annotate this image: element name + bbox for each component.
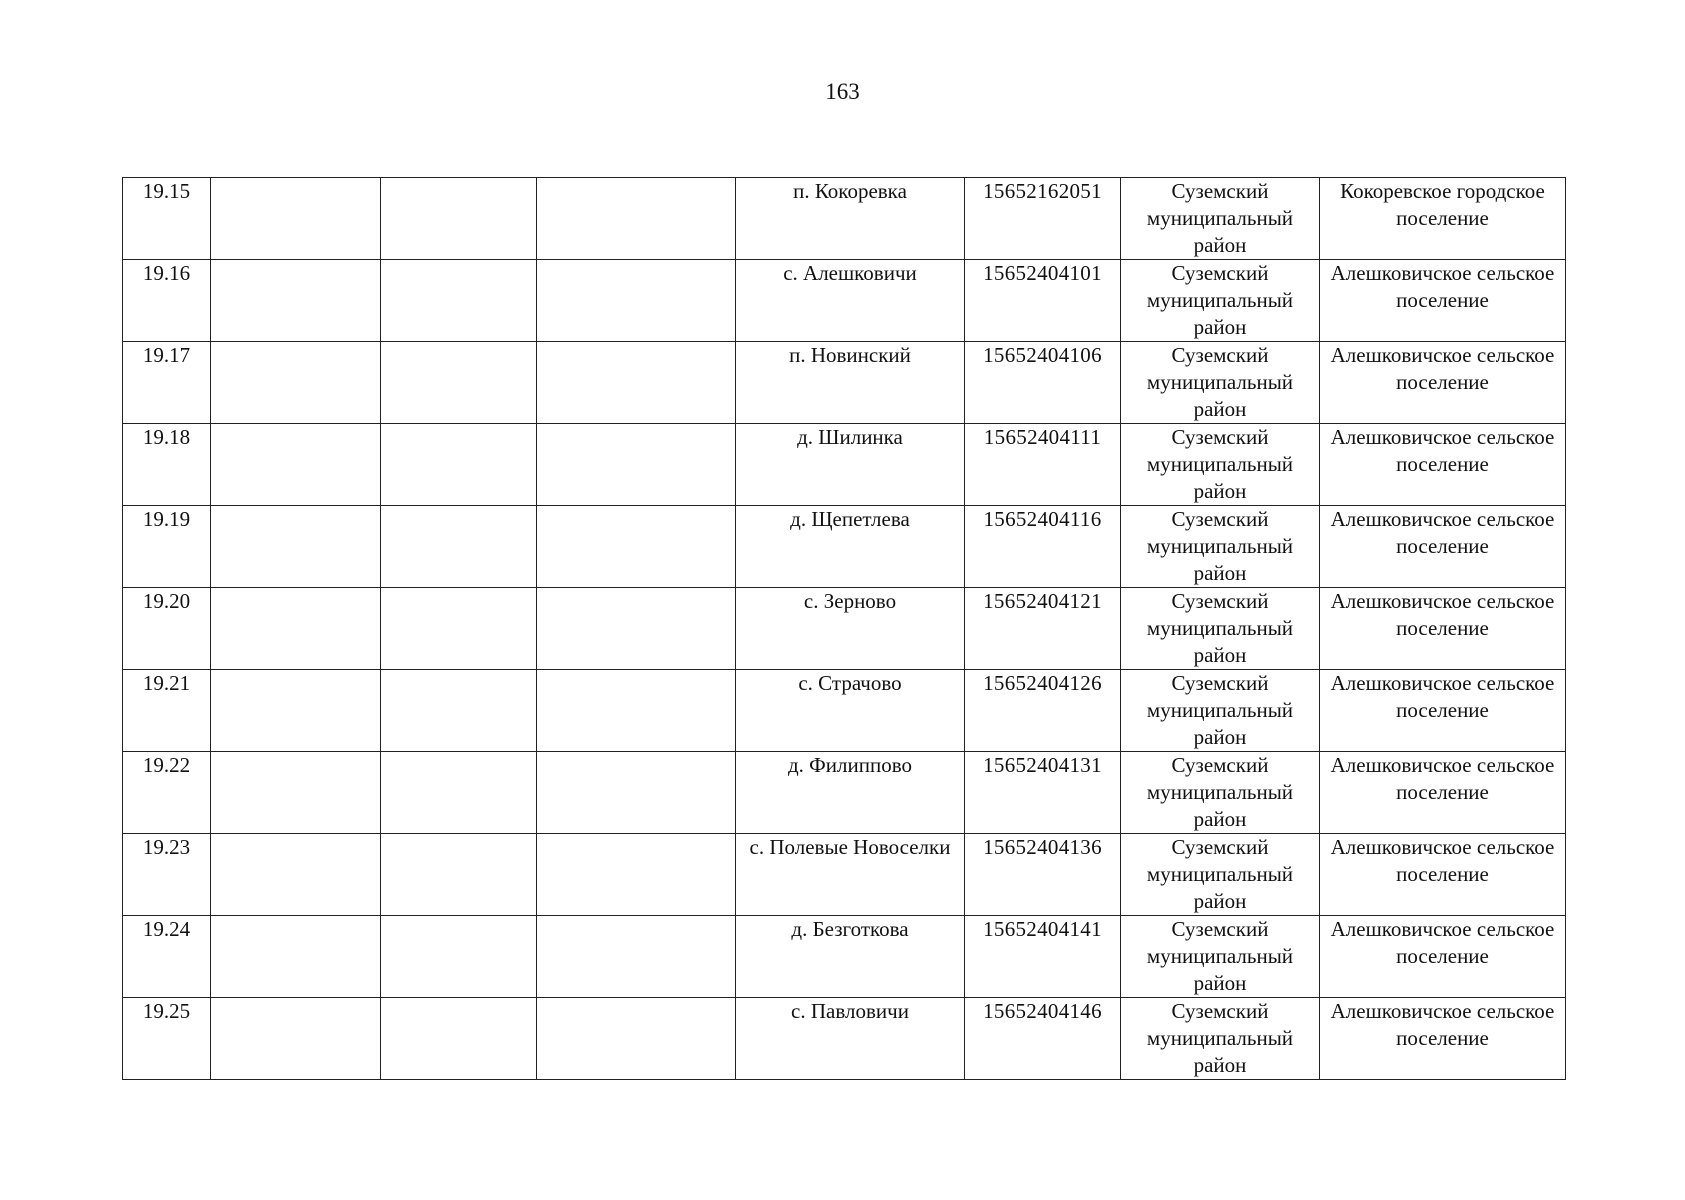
locality-name-text: с. Павловичи: [791, 999, 909, 1023]
settlement-cell: [1320, 916, 1566, 998]
empty-cell: [211, 342, 381, 424]
row-number-text: 19.15: [142, 179, 191, 203]
empty-cell: [381, 670, 537, 752]
oktmo-code-text: 15652404106: [983, 343, 1102, 367]
oktmo-code-cell: [965, 588, 1121, 670]
table-row: [123, 834, 1566, 916]
district-cell: [1121, 916, 1320, 998]
row-number-cell: [123, 342, 211, 424]
settlement-text: Алешковичское сельское поселение: [1330, 671, 1555, 722]
district-cell: [1121, 670, 1320, 752]
locality-name-cell: [736, 588, 965, 670]
row-number-cell: [123, 178, 211, 260]
empty-cell: [381, 834, 537, 916]
row-number-cell: [123, 834, 211, 916]
locality-name-cell: [736, 670, 965, 752]
district-text: Суземский муниципальный район: [1146, 343, 1294, 421]
locality-name-text: д. Филиппово: [788, 753, 912, 777]
district-cell: [1121, 588, 1320, 670]
empty-cell: [211, 424, 381, 506]
empty-cell: [211, 670, 381, 752]
district-cell: [1121, 834, 1320, 916]
settlement-cell: [1320, 260, 1566, 342]
row-number-cell: [123, 670, 211, 752]
settlement-text: Алешковичское сельское поселение: [1330, 753, 1555, 804]
table-row: [123, 752, 1566, 834]
settlement-text: Алешковичское сельское поселение: [1330, 261, 1555, 312]
row-number-text: 19.25: [142, 999, 191, 1023]
empty-cell: [381, 588, 537, 670]
settlement-cell: [1320, 834, 1566, 916]
empty-cell: [211, 260, 381, 342]
row-number-cell: [123, 998, 211, 1080]
table-row: [123, 178, 1566, 260]
settlement-cell: [1320, 752, 1566, 834]
district-text: Суземский муниципальный район: [1146, 507, 1294, 585]
district-cell: [1121, 752, 1320, 834]
oktmo-code-cell: [965, 178, 1121, 260]
locality-name-text: д. Щепетлева: [790, 507, 910, 531]
locality-name-text: п. Новинский: [789, 343, 911, 367]
settlement-cell: [1320, 424, 1566, 506]
district-cell: [1121, 260, 1320, 342]
row-number-cell: [123, 424, 211, 506]
district-cell: [1121, 424, 1320, 506]
row-number-cell: [123, 752, 211, 834]
locality-name-text: д. Безготкова: [791, 917, 909, 941]
empty-cell: [537, 752, 736, 834]
empty-cell: [381, 342, 537, 424]
settlement-text: Алешковичское сельское поселение: [1330, 507, 1555, 558]
locality-name-text: д. Шилинка: [797, 425, 903, 449]
row-number-text: 19.16: [142, 261, 191, 285]
page-number: 163: [825, 79, 860, 104]
settlement-cell: [1320, 670, 1566, 752]
district-cell: [1121, 178, 1320, 260]
table-row: [123, 998, 1566, 1080]
locality-name-cell: [736, 998, 965, 1080]
empty-cell: [381, 998, 537, 1080]
row-number-text: 19.17: [142, 343, 191, 367]
row-number-text: 19.19: [142, 507, 191, 531]
table-row: [123, 588, 1566, 670]
table-row: [123, 260, 1566, 342]
locality-name-text: с. Зерново: [803, 589, 897, 613]
empty-cell: [381, 260, 537, 342]
oktmo-code-text: 15652404141: [983, 917, 1102, 941]
row-number-text: 19.22: [142, 753, 191, 777]
table-row: [123, 424, 1566, 506]
locality-name-text: с. Алешковичи: [783, 261, 917, 285]
locality-name-cell: [736, 916, 965, 998]
oktmo-code-cell: [965, 752, 1121, 834]
table-row: [123, 670, 1566, 752]
row-number-text: 19.23: [142, 835, 191, 859]
empty-cell: [211, 178, 381, 260]
empty-cell: [537, 916, 736, 998]
oktmo-code-text: 15652162051: [983, 179, 1102, 203]
row-number-text: 19.18: [142, 425, 191, 449]
settlement-text: Алешковичское сельское поселение: [1330, 835, 1555, 886]
district-text: Суземский муниципальный район: [1146, 835, 1294, 913]
empty-cell: [537, 178, 736, 260]
settlement-text: Алешковичское сельское поселение: [1330, 425, 1555, 476]
district-text: Суземский муниципальный район: [1146, 179, 1294, 257]
settlement-cell: [1320, 342, 1566, 424]
empty-cell: [211, 916, 381, 998]
district-cell: [1121, 506, 1320, 588]
oktmo-code-text: 15652404146: [983, 999, 1102, 1023]
row-number-text: 19.20: [142, 589, 191, 613]
empty-cell: [211, 998, 381, 1080]
empty-cell: [211, 506, 381, 588]
settlements-table: [122, 177, 1566, 1080]
district-cell: [1121, 342, 1320, 424]
oktmo-code-text: 15652404111: [983, 425, 1102, 449]
oktmo-code-cell: [965, 424, 1121, 506]
district-text: Суземский муниципальный район: [1146, 425, 1294, 503]
empty-cell: [381, 424, 537, 506]
settlement-cell: [1320, 998, 1566, 1080]
settlement-text: Алешковичское сельское поселение: [1330, 999, 1555, 1050]
district-text: Суземский муниципальный район: [1146, 917, 1294, 995]
locality-name-text: с. Полевые Новоселки: [749, 835, 951, 859]
empty-cell: [537, 834, 736, 916]
locality-name-cell: [736, 506, 965, 588]
locality-name-text: с. Страчово: [798, 671, 902, 695]
district-text: Суземский муниципальный район: [1146, 999, 1294, 1077]
table-row: [123, 342, 1566, 424]
empty-cell: [381, 752, 537, 834]
district-cell: [1121, 998, 1320, 1080]
empty-cell: [537, 588, 736, 670]
locality-name-cell: [736, 342, 965, 424]
row-number-text: 19.21: [142, 671, 191, 695]
settlement-text: Алешковичское сельское поселение: [1330, 917, 1555, 968]
oktmo-code-text: 15652404101: [983, 261, 1102, 285]
locality-name-cell: [736, 834, 965, 916]
district-text: Суземский муниципальный район: [1146, 261, 1294, 339]
locality-name-text: п. Кокоревка: [793, 179, 907, 203]
table-row: [123, 506, 1566, 588]
row-number-cell: [123, 506, 211, 588]
empty-cell: [537, 260, 736, 342]
row-number-cell: [123, 260, 211, 342]
oktmo-code-cell: [965, 342, 1121, 424]
settlement-text: Алешковичское сельское поселение: [1330, 343, 1555, 394]
table-row: [123, 916, 1566, 998]
oktmo-code-cell: [965, 670, 1121, 752]
oktmo-code-text: 15652404126: [983, 671, 1102, 695]
empty-cell: [537, 342, 736, 424]
empty-cell: [381, 916, 537, 998]
empty-cell: [211, 752, 381, 834]
table-body: [123, 178, 1566, 1080]
settlement-cell: [1320, 588, 1566, 670]
locality-name-cell: [736, 178, 965, 260]
oktmo-code-text: 15652404116: [983, 507, 1102, 531]
locality-name-cell: [736, 260, 965, 342]
locality-name-cell: [736, 424, 965, 506]
locality-name-cell: [736, 752, 965, 834]
district-text: Суземский муниципальный район: [1146, 753, 1294, 831]
oktmo-code-text: 15652404121: [983, 589, 1102, 613]
oktmo-code-cell: [965, 260, 1121, 342]
empty-cell: [381, 506, 537, 588]
empty-cell: [537, 670, 736, 752]
oktmo-code-cell: [965, 834, 1121, 916]
district-text: Суземский муниципальный район: [1146, 589, 1294, 667]
row-number-text: 19.24: [142, 917, 191, 941]
row-number-cell: [123, 588, 211, 670]
empty-cell: [537, 424, 736, 506]
oktmo-code-cell: [965, 916, 1121, 998]
empty-cell: [537, 998, 736, 1080]
oktmo-code-text: 15652404136: [983, 835, 1102, 859]
empty-cell: [211, 834, 381, 916]
empty-cell: [537, 506, 736, 588]
district-text: Суземский муниципальный район: [1146, 671, 1294, 749]
oktmo-code-cell: [965, 998, 1121, 1080]
empty-cell: [211, 588, 381, 670]
empty-cell: [381, 178, 537, 260]
oktmo-code-cell: [965, 506, 1121, 588]
settlement-cell: [1320, 178, 1566, 260]
oktmo-code-text: 15652404131: [983, 753, 1102, 777]
settlement-text: Алешковичское сельское поселение: [1330, 589, 1555, 640]
settlement-cell: [1320, 506, 1566, 588]
row-number-cell: [123, 916, 211, 998]
settlement-text: Кокоревское городское поселение: [1340, 179, 1545, 230]
